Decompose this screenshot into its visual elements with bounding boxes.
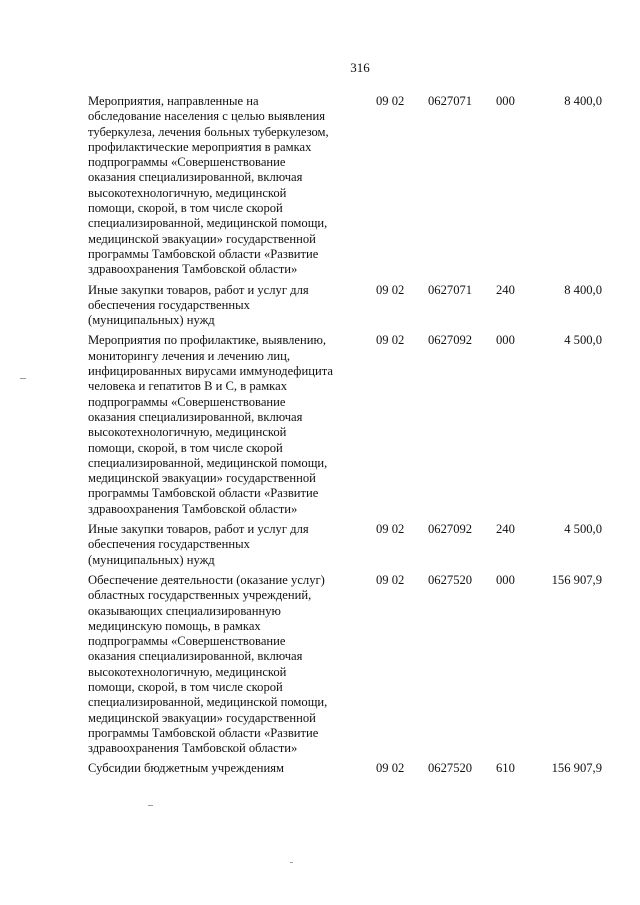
row-expense-type: 000 [496, 572, 515, 587]
row-section-code: 09 02 [376, 522, 405, 537]
row-amount: 4 500,0 [564, 522, 602, 537]
row-article-code: 0627092 [428, 522, 473, 537]
row-article-code: 0627520 [428, 572, 473, 587]
table-row [88, 522, 604, 568]
table-row [88, 761, 604, 776]
row-description: Субсидии бюджетным учреждениям [88, 761, 284, 776]
row-section-code: 09 02 [376, 572, 405, 587]
row-section-code: 09 02 [376, 761, 405, 776]
row-expense-type: 000 [496, 94, 515, 108]
row-expense-type: 240 [496, 522, 515, 537]
row-section-code: 09 02 [376, 94, 405, 108]
row-expense-type: 610 [496, 761, 515, 776]
row-article-code: 0627092 [428, 333, 473, 348]
row-article-code: 0627071 [428, 282, 473, 297]
row-expense-type: 000 [496, 333, 515, 348]
row-description: Обеспечение деятельности (оказание услуг) областных государственных учреждений, оказывающих специализированную медицинскую помощь, в рамках подпрограммы «Совершенствование оказания специализированной, включая высокотехнологичную, медицинской помощи, скорой, в том числе скорой специализированной, медицинской помощи, медицинской эвакуации» государственной программы Тамбовской области «Развитие здравоохранения Тамбовской области» [88, 572, 328, 756]
row-amount: 156 907,9 [551, 761, 602, 776]
row-expense-type: 240 [496, 282, 515, 297]
row-amount: 8 400,0 [564, 282, 602, 297]
scan-artifact [20, 378, 26, 379]
row-amount: 156 907,9 [551, 572, 602, 587]
table-row [88, 573, 604, 757]
page-number: 316 [350, 60, 370, 75]
row-description: Мероприятия, направленные на обследование населения с целью выявления туберкулеза, лечения больных туберкулезом, профилактические мероприятия в рамках подпрограммы «Совершенствование оказания специализированной, включая высокотехнологичную, медицинской помощи, скорой, в том числе скорой специализированной, медицинской помощи, медицинской эвакуации» государственной программы Тамбовской области «Развитие здравоохранения Тамбовской области» [88, 94, 329, 277]
scan-artifact [290, 862, 293, 863]
row-article-code: 0627071 [428, 94, 473, 108]
row-section-code: 09 02 [376, 282, 405, 297]
row-amount: 4 500,0 [564, 333, 602, 348]
row-description: Иные закупки товаров, работ и услуг для обеспечения государственных (муниципальных) нужд [88, 282, 309, 328]
row-article-code: 0627520 [428, 761, 473, 776]
row-description: Иные закупки товаров, работ и услуг для обеспечения государственных (муниципальных) нужд [88, 522, 309, 567]
table-row [88, 283, 604, 329]
row-description: Мероприятия по профилактике, выявлению, мониторингу лечения и лечению лиц, инфицированных вирусами иммунодефицита человека и гепатитов В и С, в рамках подпрограммы «Совершенствование оказания специализированной, включая высокотехнологичную, медицинской помощи, скорой, в том числе скорой специализированной, медицинской помощи, медицинской эвакуации» государственной программы Тамбовской области «Развитие здравоохранения Тамбовской области» [88, 333, 333, 516]
table-row [88, 94, 604, 278]
budget-table [88, 94, 604, 777]
row-section-code: 09 02 [376, 333, 405, 348]
row-amount: 8 400,0 [564, 94, 602, 108]
scan-artifact [148, 805, 153, 806]
table-row [88, 333, 604, 517]
